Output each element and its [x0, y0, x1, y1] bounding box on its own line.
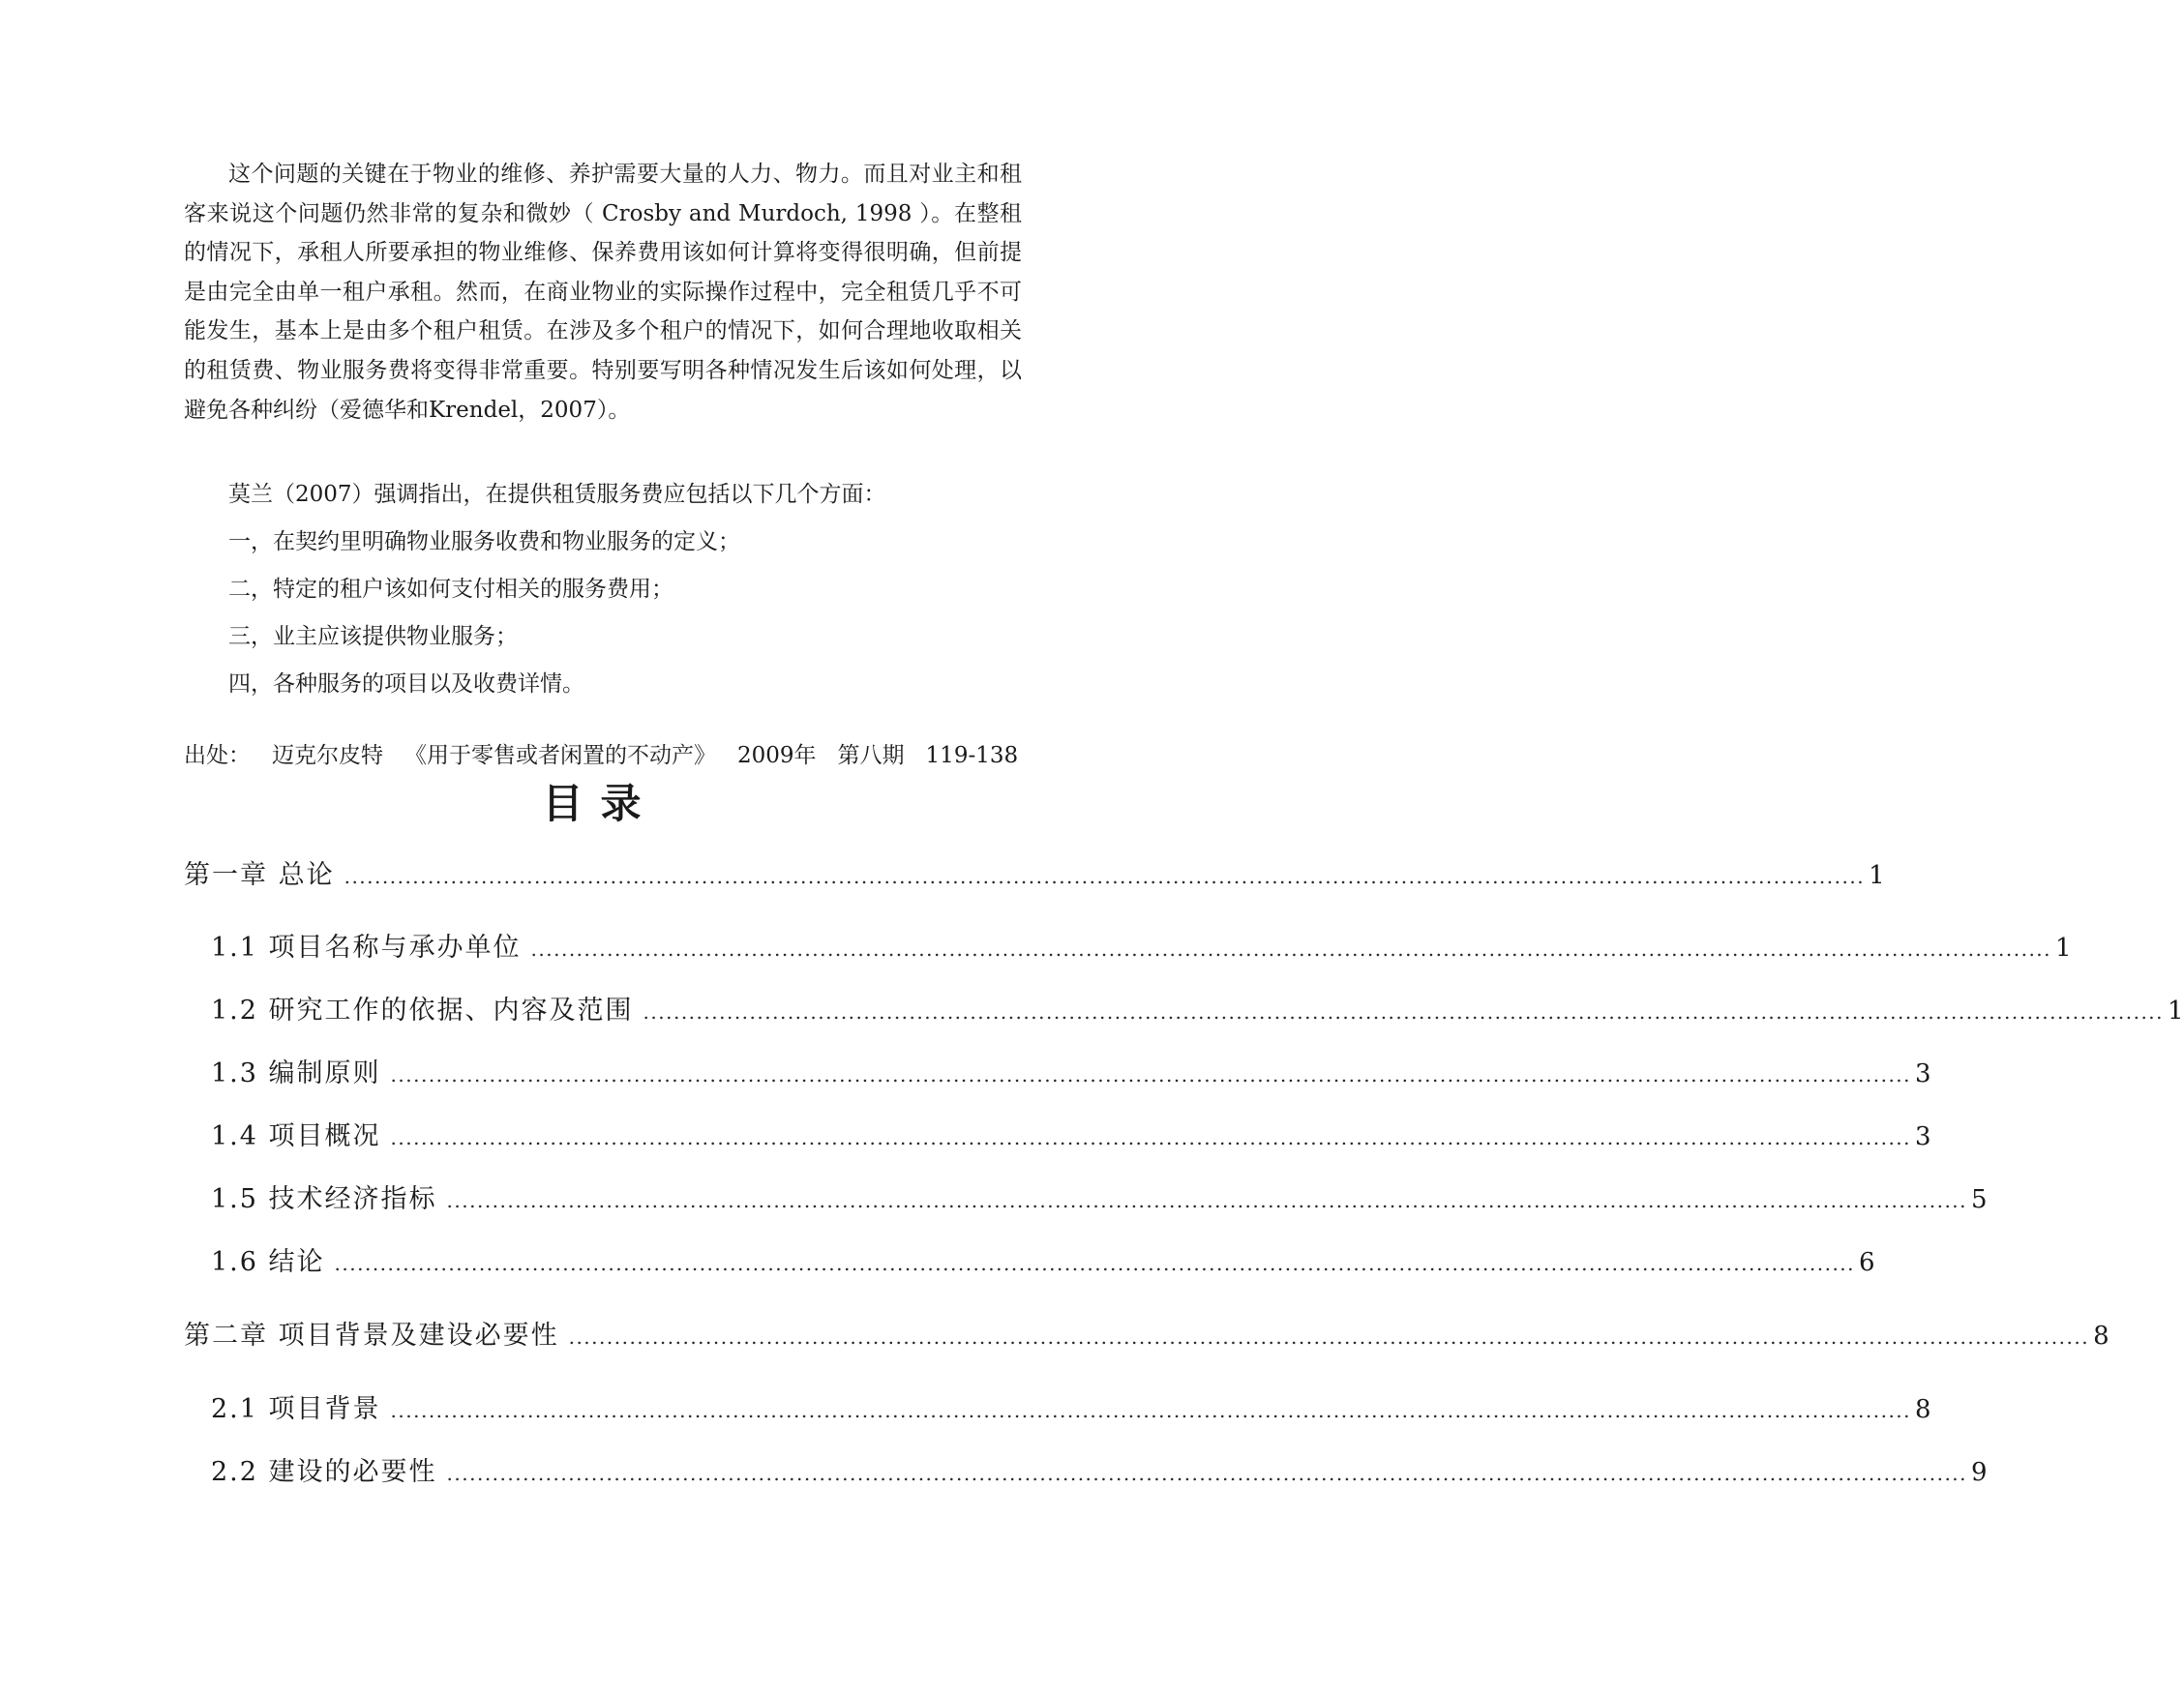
paragraph-1-line: 赁几乎不可能发生，基本上是由多个租户租赁。在涉及多个租户的情况下，如何 [184, 279, 1023, 344]
toc-entry[interactable] [211, 1392, 1931, 1428]
toc-entry[interactable] [211, 1057, 1931, 1092]
toc-leader-dots: ........................................................................................................................................................................................................ [446, 1189, 1968, 1212]
body-paragraph-2: 莫兰（2007）强调指出，在提供租赁服务费应包括以下几个方面： [228, 482, 886, 507]
toc-title: 目录 [542, 780, 659, 827]
toc-entry-page: 1 [2168, 997, 2184, 1026]
toc-entry-page: 1 [2055, 934, 2072, 963]
source-label: 出处： [184, 743, 251, 768]
toc-entry-page: 8 [1915, 1395, 1931, 1424]
toc-leader-dots: ........................................................................................................................................................................................................ [344, 865, 1866, 888]
toc-entry-page: 5 [1971, 1185, 1988, 1214]
paragraph-1-line: 生后该如何处理，以避免各种纠纷（爱德华和Krendel，2007）。 [184, 357, 1023, 423]
toc-entry[interactable] [211, 1119, 1931, 1155]
toc-entry-label: 1.5 技术经济指标 [211, 1184, 437, 1214]
list-item: 四，各种服务的项目以及收费详情。 [228, 671, 584, 697]
toc-entry-label: 1.3 编制原则 [211, 1058, 381, 1088]
source-pages: 119-138 [925, 743, 1019, 768]
list-item: 二，特定的租户该如何支付相关的服务费用； [228, 577, 673, 602]
toc-leader-dots: ........................................................................................................................................................................................................ [446, 1462, 1968, 1485]
toc-entry[interactable] [211, 931, 2072, 967]
toc-entry[interactable] [184, 1319, 2109, 1355]
toc-leader-dots: ........................................................................................................................................................................................................ [530, 938, 2052, 961]
toc-entry-page: 9 [1971, 1458, 1988, 1487]
toc-entry-label: 第一章 总论 [184, 860, 335, 890]
toc-entry-page: 8 [2093, 1322, 2109, 1351]
toc-leader-dots: ........................................................................................................................................................................................................ [643, 1000, 2165, 1024]
toc-entry-label: 1.6 结论 [211, 1247, 325, 1277]
toc-entry-page: 3 [1915, 1122, 1931, 1151]
paragraph-1-line: 合理地收取相关的租赁费、物业服务费将变得非常重要。特别要写明各种情况发 [184, 318, 1023, 383]
toc-entry-label: 2.2 建设的必要性 [211, 1457, 437, 1487]
toc-leader-dots: ........................................................................................................................................................................................................ [390, 1126, 1912, 1149]
toc-leader-dots: ........................................................................................................................................................................................................ [390, 1399, 1912, 1422]
paragraph-1-line: 但前提是由完全由单一租户承租。然而，在商业物业的实际操作过程中，完全租 [184, 240, 1023, 305]
toc-leader-dots: ........................................................................................................................................................................................................ [334, 1252, 1856, 1275]
list-item: 三，业主应该提供物业服务； [228, 624, 518, 649]
toc-entry[interactable] [211, 1455, 1988, 1491]
paragraph-1-line: 这个问题的关键在于物业的维修、养护需要大量的人力、物力。而且对业主 [228, 162, 977, 187]
body-paragraph-1 [184, 155, 1022, 430]
source-work: 《用于零售或者闲置的不动产》 [404, 743, 716, 768]
toc-entry[interactable] [211, 1245, 1875, 1281]
toc-entry-label: 第二章 项目背景及建设必要性 [184, 1321, 559, 1351]
source-citation [184, 741, 1018, 770]
paragraph-1-line: 和租客来说这个问题仍然非常的复杂和微妙（ Crosby and Murdoch, 1998 ）。在 [184, 162, 1023, 226]
toc-entry-label: 1.4 项目概况 [211, 1121, 381, 1151]
source-author: 迈克尔皮特 [272, 743, 383, 768]
toc-entry[interactable] [211, 1182, 1988, 1218]
paragraph-1-line: 整租的情况下，承租人所要承担的物业维修、保养费用该如何计算将变得很明确， [184, 200, 1023, 266]
toc-entry-label: 1.2 研究工作的依据、内容及范围 [211, 996, 634, 1026]
source-year: 2009年 [737, 743, 817, 768]
list-item: 一，在契约里明确物业服务收费和物业服务的定义； [228, 529, 740, 554]
toc-entry-label: 1.1 项目名称与承办单位 [211, 933, 522, 963]
toc-leader-dots: ........................................................................................................................................................................................................ [390, 1063, 1912, 1087]
toc-entry-page: 3 [1915, 1059, 1931, 1088]
toc-entry-page: 6 [1859, 1248, 1875, 1277]
source-issue: 第八期 [837, 743, 905, 768]
toc-entry-page: 1 [1869, 861, 1885, 890]
toc-leader-dots: ........................................................................................................................................................................................................ [568, 1325, 2090, 1349]
toc-entry[interactable] [184, 858, 1885, 894]
toc-entry[interactable] [211, 994, 2184, 1029]
toc-entry-label: 2.1 项目背景 [211, 1394, 381, 1424]
